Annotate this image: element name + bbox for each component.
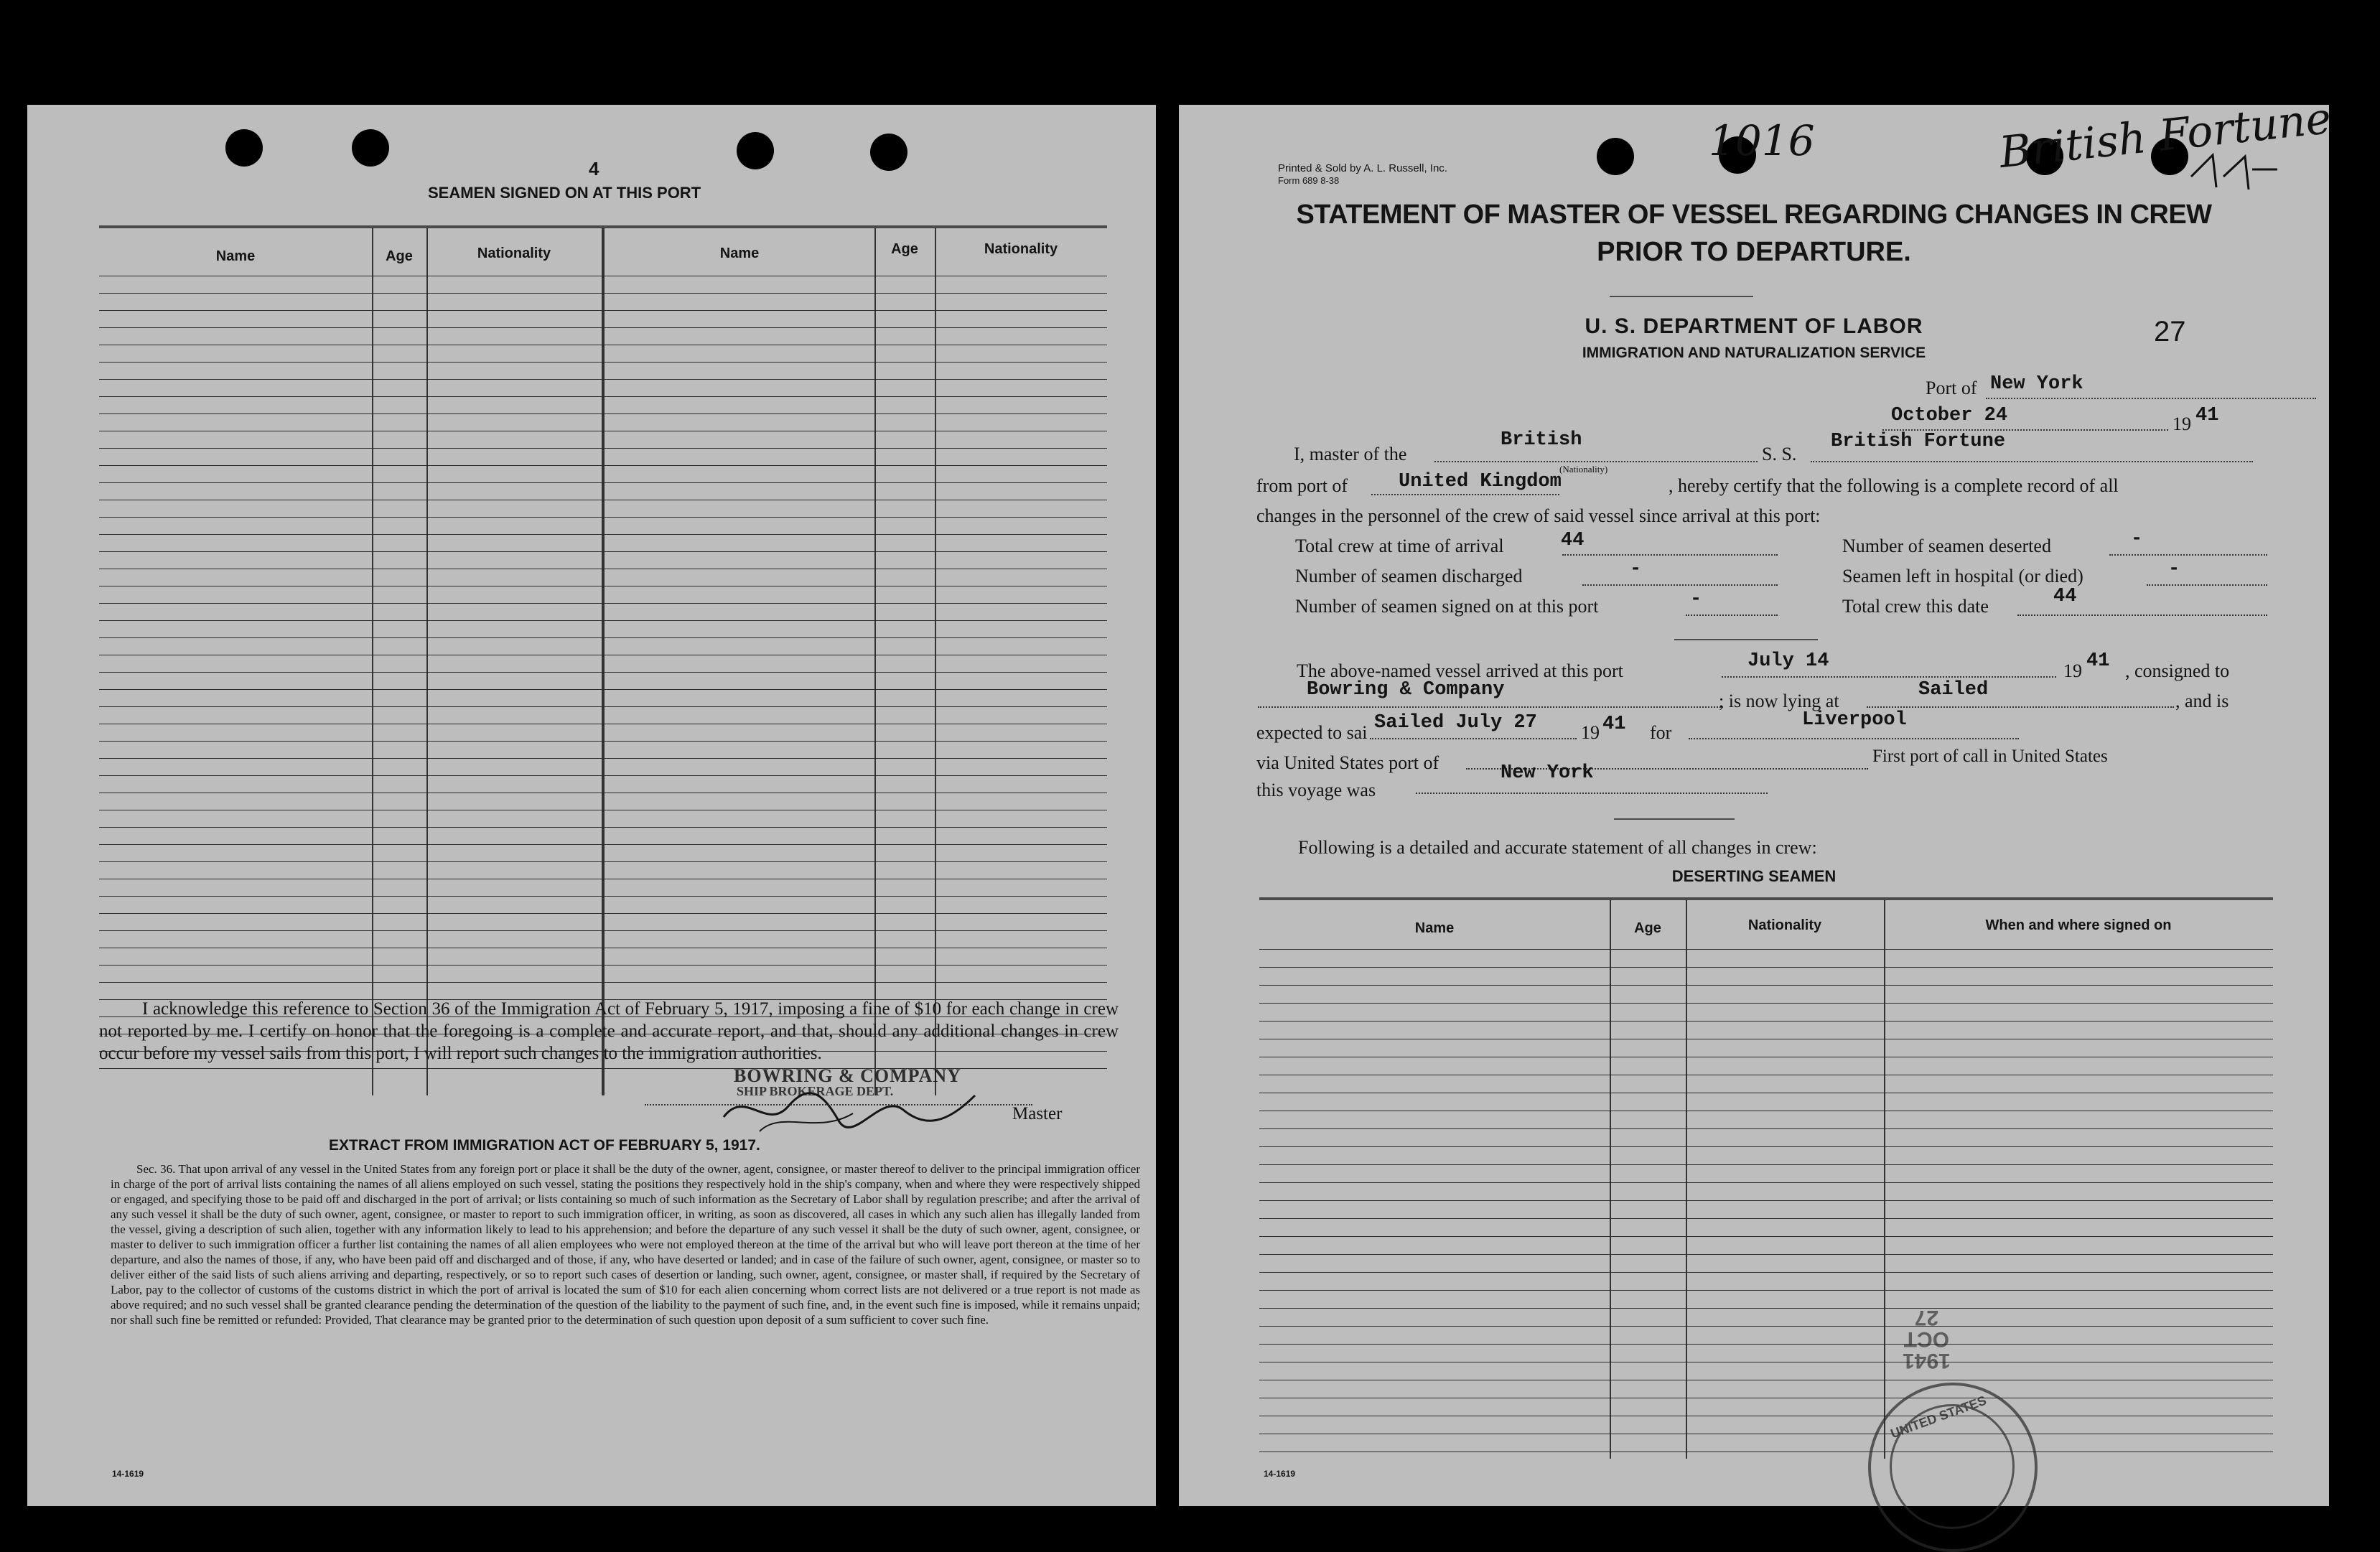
total-arrival-line bbox=[1562, 554, 1778, 556]
round-office-stamp bbox=[1868, 1383, 2038, 1552]
page-number: 4 bbox=[589, 158, 599, 179]
round-stamp-text: UNITED STATES bbox=[1888, 1393, 1989, 1441]
port-of-value: New York bbox=[1990, 373, 2083, 395]
divider bbox=[1614, 818, 1735, 820]
table-rule bbox=[99, 362, 1107, 363]
discharged-label: Number of seamen discharged bbox=[1295, 566, 1523, 586]
table-rule bbox=[99, 620, 1107, 621]
discharged-line bbox=[1582, 584, 1778, 586]
year-prefix: 19 bbox=[2173, 413, 2191, 434]
destination-value: Liverpool bbox=[1802, 709, 1907, 731]
extract-text: Sec. 36. That upon arrival of any vessel in the United States from any foreign port or place it shall be the duty of the owner, agent, consignee, or master thereof to deliver to the principal immigration officer in charge of the port of arrival lists containing the names of all aliens employed on such vessel, stating the positions they respectively hold in the ship's company, when and where they were respectively shipped or engaged, and specifying those to be paid off and discharged in the port of arrival; or lists containing so much of such information as the Secretary of Labor shall by regulation prescribe; and after the arrival of any such vessel it shall be the duty of such owner, agent, consignee, or master to report to such immigration officer, in writing, as soon as discovered, all cases in which any such alien has illegally landed from the vessel, giving a description of such alien, together with any information likely to lead to his apprehension; and before the departure of any such vessel it shall be the duty of such owner, agent, consignee, or master to deliver to such immigration officer a further list containing the names of all alien employees who were not employed thereon at the time of the arrival but who will leave port thereon at the time of her departure, and also the names of those, if any, who have been paid off and discharged and of those, if any, who have deserted or landed; and in case of the failure of such owner, agent, consignee, or master so to deliver either of the said lists of such aliens arriving and departing, respectively, or so to report such cases of desertion or landing, such owner, agent, consignee, or master shall, if required by the Secretary of Labor, pay to the collector of customs of the customs district in which the port of arrival is located the sum of $10 for each alien concerning whom correct lists are not delivered or a true report is not made as above required; and no such vessel shall be granted clearance pending the determination of the question of the liability to the payment of such fine, and, in the event such fine is imposed, while it remains unpaid; nor shall such fine be remitted or refunded: Provided, That clearance may be granted prior to the determination of such question upon deposit of a sum sufficient to cover such fine. bbox=[111, 1162, 1140, 1327]
port-of-label: Port of bbox=[1926, 378, 1977, 398]
from-port-label: from port of bbox=[1256, 475, 1348, 496]
punch-hole bbox=[225, 129, 263, 167]
destination-line bbox=[1689, 738, 2019, 739]
ship-name-value: British Fortune bbox=[1831, 431, 2006, 452]
table-rule bbox=[1259, 985, 2273, 986]
from-port-value: United Kingdom bbox=[1399, 471, 1562, 492]
column-header-age: Age bbox=[386, 248, 413, 264]
nationality-caption: (Nationality) bbox=[1559, 464, 1608, 475]
date-stamp bbox=[1903, 1306, 1951, 1371]
form-number: Form 689 8-38 bbox=[1278, 175, 1340, 186]
punch-hole bbox=[1597, 138, 1634, 175]
form-code: 14-1619 bbox=[112, 1469, 144, 1479]
table-rule bbox=[99, 396, 1107, 397]
table-rule bbox=[99, 327, 1107, 328]
table-rule bbox=[99, 551, 1107, 552]
column-divider bbox=[1884, 900, 1885, 1459]
expected-label: expected to sai bbox=[1256, 722, 1368, 743]
table-rule bbox=[1259, 1218, 2273, 1219]
date-stamp-month: OCT bbox=[1903, 1327, 1950, 1351]
column-divider bbox=[1610, 900, 1611, 1459]
certify-text: , hereby certify that the following is a complete record of all bbox=[1669, 475, 2119, 496]
company-stamp: BOWRING & COMPANY bbox=[734, 1065, 961, 1086]
table-rule bbox=[1259, 1146, 2273, 1147]
consigned-label: , consigned to bbox=[2125, 660, 2230, 681]
extract-title: EXTRACT FROM IMMIGRATION ACT OF FEBRUARY 5, 1917. bbox=[329, 1137, 760, 1154]
total-arrival-value: 44 bbox=[1561, 530, 1585, 551]
table-rule bbox=[1259, 949, 2273, 950]
ship-name-line bbox=[1811, 461, 2253, 462]
table-rule bbox=[99, 517, 1107, 518]
table-rule bbox=[1259, 1003, 2273, 1004]
table-rule bbox=[99, 913, 1107, 914]
handwritten-ship-name: British Fortune bbox=[1997, 93, 2334, 179]
table-rule bbox=[99, 741, 1107, 742]
deserting-seamen-heading: DESERTING SEAMEN bbox=[1671, 867, 1837, 885]
deserted-value: - bbox=[2131, 528, 2143, 550]
hospital-label: Seamen left in hospital (or died) bbox=[1842, 566, 2083, 586]
punch-hole bbox=[737, 132, 774, 169]
table-rule bbox=[99, 706, 1107, 707]
handwritten-number: 1016 bbox=[1709, 116, 1815, 165]
from-port-line bbox=[1371, 494, 1559, 495]
divider bbox=[1674, 639, 1818, 640]
column-header-nationality: Nationality bbox=[984, 241, 1058, 257]
printer-line: Printed & Sold by A. L. Russell, Inc. bbox=[1278, 162, 1447, 174]
table-rule bbox=[99, 413, 1107, 414]
voyage-line bbox=[1416, 793, 1768, 794]
lying-label: ; is now lying at bbox=[1719, 691, 1839, 711]
changes-text: changes in the personnel of the crew of said vessel since arrival at this port: bbox=[1256, 505, 1821, 526]
table-rule bbox=[99, 482, 1107, 483]
via-label: via United States port of bbox=[1256, 752, 1439, 773]
hospital-value: - bbox=[2168, 558, 2180, 580]
table-rule bbox=[1259, 1164, 2273, 1165]
year-value: 41 bbox=[2195, 405, 2219, 426]
master-of-label: I, master of the bbox=[1294, 444, 1407, 464]
signed-on-label: Number of seamen signed on at this port bbox=[1295, 596, 1599, 617]
date-stamp-year: 1941 bbox=[1903, 1349, 1951, 1373]
table-rule bbox=[99, 310, 1107, 311]
table-rule bbox=[1259, 1021, 2273, 1022]
table-rule bbox=[99, 758, 1107, 759]
punch-hole bbox=[870, 134, 907, 171]
table-rule bbox=[99, 827, 1107, 828]
table-rule bbox=[99, 637, 1107, 638]
discharged-value: - bbox=[1630, 558, 1642, 580]
arrived-value: July 14 bbox=[1747, 650, 1829, 672]
acknowledgment-text: I acknowledge this reference to Section 36 of the Immigration Act of February 5, 1917, imposing a fine of $10 for each change in crew not reported by me. I certify on honor that the foregoing is a complete and accurate report, and that, should any additional changes in crew occur before my vessel sails from this port, I will report such changes to the immigration authorities. bbox=[99, 999, 1119, 1063]
table-rule bbox=[99, 861, 1107, 862]
lying-line bbox=[1867, 706, 2174, 708]
signature-line bbox=[645, 1104, 1032, 1105]
ss-label: S. S. bbox=[1762, 444, 1797, 464]
table-rule bbox=[99, 465, 1107, 466]
arrived-year-prefix: 19 bbox=[2063, 660, 2082, 681]
master-label: Master bbox=[1012, 1104, 1063, 1123]
table-rule bbox=[99, 689, 1107, 690]
arrived-line bbox=[1722, 676, 2056, 678]
column-header-name: Name bbox=[719, 246, 760, 261]
table-rule bbox=[1259, 1236, 2273, 1237]
department-name: U. S. DEPARTMENT OF LABOR bbox=[1585, 314, 1923, 338]
column-header-name: Name bbox=[215, 248, 256, 264]
column-header-age: Age bbox=[891, 241, 918, 257]
following-text: Following is a detailed and accurate statement of all changes in crew: bbox=[1298, 837, 1817, 858]
form-code: 14-1619 bbox=[1264, 1469, 1296, 1479]
column-divider bbox=[1686, 900, 1687, 1459]
table-rule bbox=[1259, 1344, 2273, 1345]
signed-on-line bbox=[1686, 614, 1778, 616]
arrived-year-value: 41 bbox=[2086, 650, 2110, 672]
master-signature bbox=[717, 1081, 982, 1139]
document-title: STATEMENT OF MASTER OF VESSEL REGARDING CHANGES IN CREW bbox=[1296, 200, 2212, 230]
total-date-value: 44 bbox=[2053, 586, 2077, 607]
deserted-label: Number of seamen deserted bbox=[1842, 536, 2051, 556]
total-arrival-label: Total crew at time of arrival bbox=[1295, 536, 1504, 556]
arrived-label: The above-named vessel arrived at this port bbox=[1297, 660, 1623, 681]
column-header-age: Age bbox=[1634, 920, 1661, 936]
left-page bbox=[27, 105, 1156, 1506]
date-value: October 24 bbox=[1891, 405, 2008, 426]
deserted-line bbox=[2109, 554, 2267, 556]
divider bbox=[1610, 296, 1753, 297]
for-label: for bbox=[1650, 722, 1672, 743]
table-rule bbox=[99, 603, 1107, 604]
table-rule bbox=[99, 982, 1107, 983]
column-header-nationality: Nationality bbox=[477, 246, 551, 261]
table-rule bbox=[99, 896, 1107, 897]
consignee-value: Bowring & Company bbox=[1307, 679, 1505, 701]
seamen-signed-heading: SEAMEN SIGNED ON AT THIS PORT bbox=[428, 184, 701, 202]
table-rule bbox=[99, 293, 1107, 294]
company-stamp-dept: SHIP BROKERAGE DEPT. bbox=[737, 1084, 894, 1098]
signed-on-value: - bbox=[1690, 589, 1702, 610]
table-rule bbox=[1259, 1254, 2273, 1255]
expected-value: Sailed July 27 bbox=[1374, 712, 1537, 734]
table-rule bbox=[1259, 1182, 2273, 1183]
table-rule bbox=[99, 379, 1107, 380]
nationality-value: British bbox=[1501, 429, 1582, 451]
service-name: IMMIGRATION AND NATURALIZATION SERVICE bbox=[1582, 345, 1926, 361]
punch-hole bbox=[352, 129, 389, 167]
table-rule bbox=[99, 844, 1107, 845]
consignee-line bbox=[1258, 706, 1723, 708]
table-rule bbox=[1259, 1272, 2273, 1273]
table-rule bbox=[1259, 1308, 2273, 1309]
table-rule bbox=[99, 534, 1107, 535]
column-header-signed-on: When and where signed on bbox=[1985, 917, 2172, 933]
table-rule bbox=[99, 672, 1107, 673]
expected-line bbox=[1370, 738, 1577, 739]
right-page bbox=[1179, 93, 2334, 1506]
nationality-line bbox=[1434, 461, 1758, 462]
table-rule bbox=[99, 930, 1107, 931]
hospital-line bbox=[2147, 584, 2267, 586]
table-rule bbox=[99, 775, 1107, 776]
column-header-name: Name bbox=[1414, 920, 1455, 936]
date-stamp-day: 27 bbox=[1914, 1306, 1939, 1329]
sheet-number: 27 bbox=[2154, 316, 2186, 347]
port-of-line bbox=[1986, 398, 2316, 399]
table-rule bbox=[99, 965, 1107, 966]
total-date-label: Total crew this date bbox=[1842, 596, 1989, 617]
table-rule bbox=[1259, 967, 2273, 968]
table-rule bbox=[99, 448, 1107, 449]
table-rule bbox=[1259, 1290, 2273, 1291]
table-rule bbox=[1259, 1200, 2273, 1201]
voyage-value: New York bbox=[1501, 762, 1594, 784]
total-date-line bbox=[2017, 614, 2267, 616]
expected-year-prefix: 19 bbox=[1581, 722, 1600, 743]
table-rule bbox=[1259, 1326, 2273, 1327]
lying-value: Sailed bbox=[1918, 679, 1989, 701]
handwritten-mark bbox=[2184, 148, 2285, 198]
table-top-border bbox=[1259, 897, 2273, 900]
table-rule bbox=[1259, 1128, 2273, 1129]
and-is-label: , and is bbox=[2175, 691, 2229, 711]
expected-year-value: 41 bbox=[1602, 714, 1626, 735]
voyage-label: this voyage was bbox=[1256, 780, 1376, 800]
column-header-nationality: Nationality bbox=[1747, 917, 1822, 933]
first-port-label: First port of call in United States bbox=[1872, 747, 2108, 766]
document-title-line2: PRIOR TO DEPARTURE. bbox=[1597, 237, 1911, 267]
